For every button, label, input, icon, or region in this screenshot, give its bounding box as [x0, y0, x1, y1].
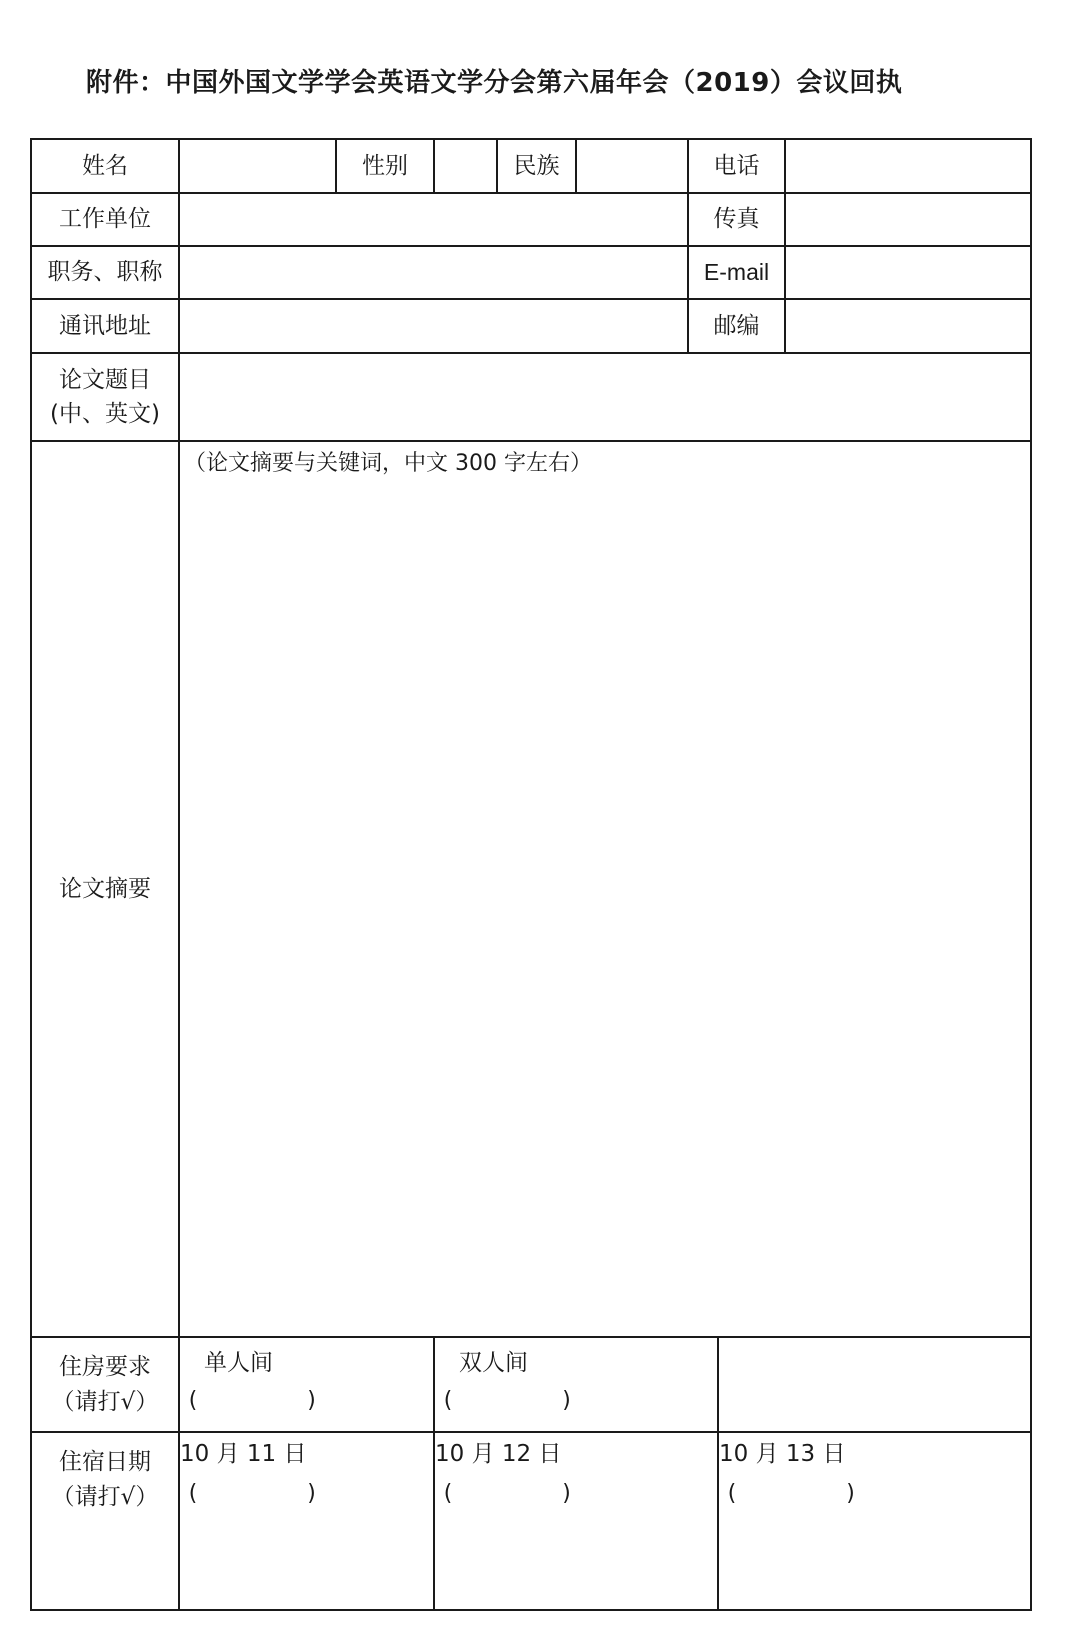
- label-work-unit: 工作单位: [59, 206, 151, 233]
- label-postcode: 邮编: [713, 312, 760, 339]
- stay-date-label: 10 月 13 日: [719, 1441, 846, 1467]
- label-paper-title-line2: (中、英文): [50, 401, 160, 427]
- abstract-hint: （论文摘要与关键词，中文 300 字左右）: [184, 451, 592, 476]
- stay-date-label: 10 月 11 日: [180, 1441, 307, 1467]
- position-field[interactable]: [180, 247, 687, 298]
- label-housing: [32, 1338, 178, 1431]
- checkbox-paren[interactable]: ( ): [441, 1388, 574, 1413]
- stay-date-oct-11[interactable]: [180, 1433, 433, 1609]
- stay-date-label: 10 月 12 日: [435, 1441, 562, 1467]
- label-position: 职务、职称: [47, 259, 163, 286]
- label-stay-line2: （请打√）: [51, 1483, 159, 1510]
- paper-title-field[interactable]: [180, 354, 1030, 440]
- stay-date-oct-13[interactable]: [719, 1433, 1030, 1609]
- label-ethnicity: 民族: [513, 152, 560, 179]
- housing-option-single[interactable]: [180, 1338, 433, 1431]
- label-fax: 传真: [713, 206, 760, 233]
- label-stay-dates: [32, 1433, 178, 1609]
- gender-field[interactable]: [435, 140, 496, 192]
- label-paper-title-line1: 论文题目: [59, 366, 151, 393]
- label-paper-title: [32, 354, 178, 440]
- address-field[interactable]: [180, 300, 687, 352]
- label-address: 通讯地址: [59, 312, 151, 339]
- checkbox-paren[interactable]: ( ): [186, 1388, 319, 1413]
- checkbox-paren[interactable]: ( ): [186, 1481, 319, 1506]
- label-gender: 性别: [362, 152, 408, 179]
- phone-field[interactable]: [786, 140, 1030, 192]
- email-field[interactable]: [786, 247, 1030, 298]
- ethnicity-field[interactable]: [577, 140, 687, 192]
- abstract-field[interactable]: [180, 442, 1030, 1336]
- work-unit-field[interactable]: [180, 194, 687, 245]
- name-field[interactable]: [180, 140, 335, 192]
- document-title: 附件：中国外国文学学会英语文学分会第六届年会（2019）会议回执: [86, 68, 903, 98]
- label-stay-line1: 住宿日期: [59, 1449, 151, 1475]
- housing-option-label: 单人间: [204, 1350, 273, 1376]
- label-name: 姓名: [82, 152, 128, 179]
- label-housing-line1: 住房要求: [59, 1354, 151, 1380]
- label-housing-line2: （请打√）: [51, 1388, 159, 1415]
- label-phone: 电话: [713, 152, 760, 179]
- label-abstract: 论文摘要: [59, 875, 151, 902]
- housing-option-label: 双人间: [459, 1350, 528, 1376]
- housing-empty-cell: [719, 1338, 1030, 1431]
- checkbox-paren[interactable]: ( ): [441, 1481, 574, 1506]
- registration-form-table: [30, 138, 1032, 1611]
- postcode-field[interactable]: [786, 300, 1030, 352]
- fax-field[interactable]: [786, 194, 1030, 245]
- label-email: E-mail: [703, 259, 770, 286]
- checkbox-paren[interactable]: ( ): [725, 1481, 858, 1506]
- housing-option-double[interactable]: [435, 1338, 717, 1431]
- stay-date-oct-12[interactable]: [435, 1433, 717, 1609]
